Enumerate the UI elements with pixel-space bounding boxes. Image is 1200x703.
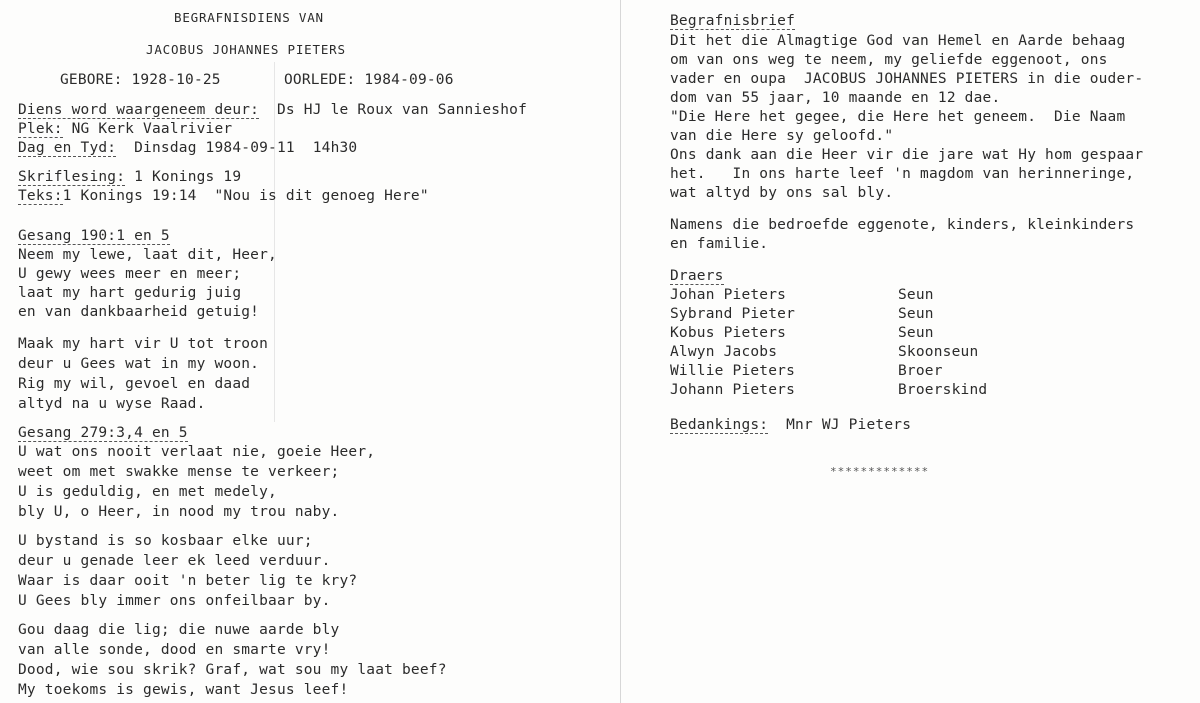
- pallbearer-name: Johan Pieters: [670, 287, 787, 303]
- hymn1-verse1-line: Neem my lewe, laat dit, Heer,: [18, 247, 277, 263]
- hymn2-verse1-line: weet om met swakke mense te verkeer;: [18, 464, 340, 480]
- conducted-value: Ds HJ le Roux van Sannieshof: [276, 102, 528, 118]
- hymn1-verse2-line: Maak my hart vir U tot troon: [18, 336, 269, 352]
- pallbearer-relation: Seun: [898, 306, 934, 322]
- family-line: Namens die bedroefde eggenote, kinders, kleinkinders: [670, 217, 1135, 233]
- born-date: GEBORE: 1928-10-25: [60, 72, 221, 88]
- hymn2-verse1-line: bly U, o Heer, in nood my trou naby.: [18, 504, 340, 520]
- pallbearer-name: Willie Pieters: [670, 363, 796, 379]
- hymn1-verse2-line: deur u Gees wat in my woon.: [18, 356, 260, 372]
- hymn2-verse3-line: My toekoms is gewis, want Jesus leef!: [18, 682, 349, 698]
- letter-line: "Die Here het gegee, die Here het geneem. Die Naam: [670, 109, 1126, 125]
- text-row: [18, 187, 429, 206]
- hymn2-verse2-line: Waar is daar ooit 'n beter lig te kry?: [18, 573, 358, 589]
- hymn2-verse3-line: van alle sonde, dood en smarte vry!: [18, 642, 331, 658]
- text-value: 1 Konings 19:14 "Nou is dit genoeg Here": [62, 188, 429, 204]
- datetime-label: Dag en Tyd:: [18, 140, 117, 156]
- thanks-label: Bedankings:: [670, 417, 769, 433]
- letter-line: Dit het die Almagtige God van Hemel en Aarde behaag: [670, 33, 1126, 49]
- hymn1-heading: Gesang 190:1 en 5: [18, 228, 170, 244]
- fold-line: [620, 0, 621, 703]
- hymn2-verse3-line: Gou daag die lig; die nuwe aarde bly: [18, 622, 340, 638]
- letter-line: dom van 55 jaar, 10 maande en 12 dae.: [670, 90, 1001, 106]
- pallbearer-name: Alwyn Jacobs: [670, 344, 778, 360]
- hymn2-verse3-line: Dood, wie sou skrik? Graf, wat sou my laat beef?: [18, 662, 447, 678]
- letter-line: van die Here sy geloofd.": [670, 128, 894, 144]
- letter-heading: Begrafnisbrief: [670, 13, 796, 29]
- place-value: NG Kerk Vaalrivier: [71, 121, 233, 137]
- hymn1-verse1-line: U gewy wees meer en meer;: [18, 266, 242, 282]
- hymn2-verse2-line: U Gees bly immer ons onfeilbaar by.: [18, 593, 331, 609]
- pallbearer-relation: Skoonseun: [898, 344, 979, 360]
- letter-line: vader en oupa JACOBUS JOHANNES PIETERS in die ouder-: [670, 71, 1144, 87]
- hymn2-heading: Gesang 279:3,4 en 5: [18, 425, 188, 441]
- hymn1-verse1-line: laat my hart gedurig juig: [18, 285, 242, 301]
- thanks-value: Mnr WJ Pieters: [786, 417, 912, 433]
- pallbearer-name: Sybrand Pieter: [670, 306, 796, 322]
- pallbearer-relation: Broerskind: [898, 382, 988, 398]
- hymn1-verse1-line: en van dankbaarheid getuig!: [18, 304, 260, 320]
- hymn1-verse2-line: Rig my wil, gevoel en daad: [18, 376, 251, 392]
- place-label: Plek:: [18, 121, 63, 137]
- star-divider: *************: [830, 465, 930, 478]
- letter-line: Ons dank aan die Heer vir die jare wat Hy hom gespaar: [670, 147, 1144, 163]
- hymn2-verse1-line: U is geduldig, en met medely,: [18, 484, 277, 500]
- title-line-2: JACOBUS JOHANNES PIETERS: [146, 42, 346, 57]
- pallbearer-relation: Seun: [898, 287, 934, 303]
- text-label: Teks:: [18, 188, 63, 204]
- letter-line: om van ons weg te neem, my geliefde eggenoot, ons: [670, 52, 1108, 68]
- pallbearer-name: Johann Pieters: [670, 382, 796, 398]
- family-line: en familie.: [670, 236, 769, 252]
- died-date: OORLEDE: 1984-09-06: [284, 72, 454, 88]
- pallbearer-relation: Seun: [898, 325, 934, 341]
- letter-line: het. In ons harte leef 'n magdom van herinneringe,: [670, 166, 1135, 182]
- conducted-row: [18, 101, 527, 120]
- hymn1-verse2-line: altyd na u wyse Raad.: [18, 396, 206, 412]
- reading-row: [18, 168, 241, 187]
- conducted-label: Diens word waargeneem deur:: [18, 102, 260, 118]
- place-row: [18, 120, 232, 139]
- hymn2-verse2-line: deur u genade leer ek leed verduur.: [18, 553, 331, 569]
- pallbearer-name: Kobus Pieters: [670, 325, 787, 341]
- hymn2-verse1-line: U wat ons nooit verlaat nie, goeie Heer,: [18, 444, 376, 460]
- hymn2-verse2-line: U bystand is so kosbaar elke uur;: [18, 533, 313, 549]
- thanks-row: [670, 416, 911, 435]
- datetime-row: [18, 139, 357, 158]
- pallbearers-heading: Draers: [670, 268, 724, 284]
- pallbearer-relation: Broer: [898, 363, 943, 379]
- reading-value: 1 Konings 19: [134, 169, 242, 185]
- title-line-1: BEGRAFNISDIENS VAN: [174, 10, 324, 25]
- datetime-value: Dinsdag 1984-09-11 14h30: [134, 140, 358, 156]
- reading-label: Skriflesing:: [18, 169, 126, 185]
- letter-line: wat altyd by ons sal bly.: [670, 185, 894, 201]
